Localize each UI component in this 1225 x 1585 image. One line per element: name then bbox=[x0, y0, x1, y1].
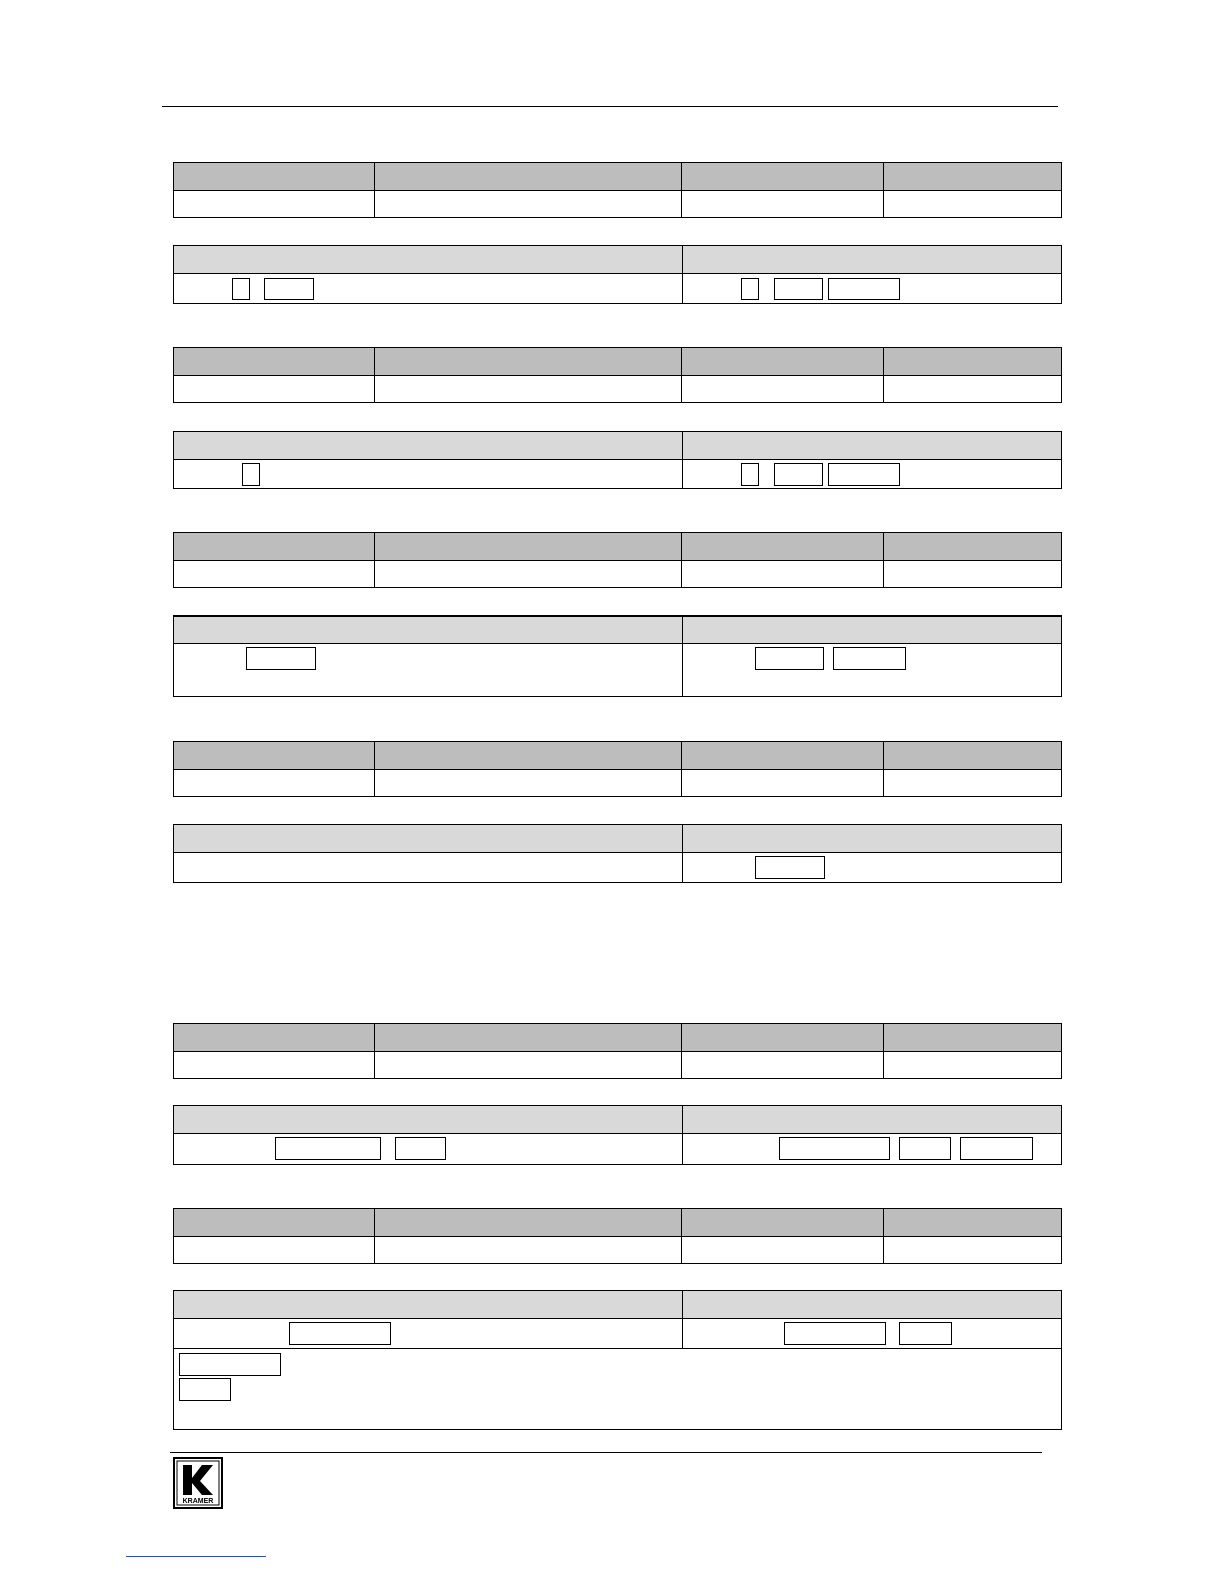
param-box bbox=[755, 647, 824, 670]
format-table-5-header bbox=[173, 1105, 1062, 1133]
link-underline bbox=[126, 1556, 266, 1557]
command-table-6-header bbox=[173, 1208, 1062, 1236]
format-table-1-row bbox=[173, 273, 1062, 304]
param-box bbox=[179, 1378, 231, 1401]
param-box bbox=[395, 1137, 446, 1160]
param-box bbox=[179, 1353, 281, 1376]
command-table-1-row bbox=[173, 190, 1062, 218]
param-box bbox=[741, 463, 759, 486]
svg-text:KRAMER: KRAMER bbox=[182, 1498, 214, 1505]
command-table-2-row bbox=[173, 375, 1062, 403]
param-box bbox=[784, 1322, 886, 1345]
header-rule bbox=[162, 106, 1058, 107]
param-box bbox=[899, 1137, 951, 1160]
format-table-1-header bbox=[173, 245, 1062, 273]
param-box bbox=[264, 278, 314, 300]
notes-cell bbox=[173, 1349, 1062, 1430]
kramer-logo bbox=[173, 1457, 223, 1509]
param-box bbox=[779, 1137, 890, 1160]
param-box bbox=[242, 463, 260, 486]
param-box bbox=[828, 278, 900, 300]
param-box bbox=[833, 647, 906, 670]
command-table-1-header bbox=[173, 162, 1062, 190]
param-box bbox=[828, 463, 900, 486]
param-box bbox=[774, 278, 823, 300]
command-table-5-header bbox=[173, 1023, 1062, 1051]
command-table-3-row bbox=[173, 560, 1062, 588]
command-table-4-row bbox=[173, 769, 1062, 797]
command-table-3-header bbox=[173, 532, 1062, 560]
param-box bbox=[741, 278, 759, 300]
param-box bbox=[960, 1137, 1033, 1160]
param-box bbox=[275, 1137, 381, 1160]
command-table-2-header bbox=[173, 347, 1062, 375]
param-box bbox=[774, 463, 823, 486]
format-table-4-header bbox=[173, 824, 1062, 852]
param-box bbox=[899, 1322, 952, 1345]
format-table-6-header bbox=[173, 1290, 1062, 1318]
format-table-3-header bbox=[173, 615, 1062, 643]
format-table-5-row bbox=[173, 1133, 1062, 1165]
command-table-6-row bbox=[173, 1236, 1062, 1264]
command-table-5-row bbox=[173, 1051, 1062, 1079]
param-box bbox=[289, 1322, 391, 1345]
footer-rule bbox=[170, 1452, 1042, 1453]
format-table-4-row bbox=[173, 852, 1062, 883]
format-table-3-row bbox=[173, 643, 1062, 697]
param-box bbox=[755, 856, 825, 879]
command-table-4-header bbox=[173, 741, 1062, 769]
format-table-2-header bbox=[173, 431, 1062, 459]
param-box bbox=[232, 278, 250, 300]
format-table-6-row bbox=[173, 1318, 1062, 1349]
param-box bbox=[246, 647, 316, 670]
format-table-2-row bbox=[173, 459, 1062, 489]
